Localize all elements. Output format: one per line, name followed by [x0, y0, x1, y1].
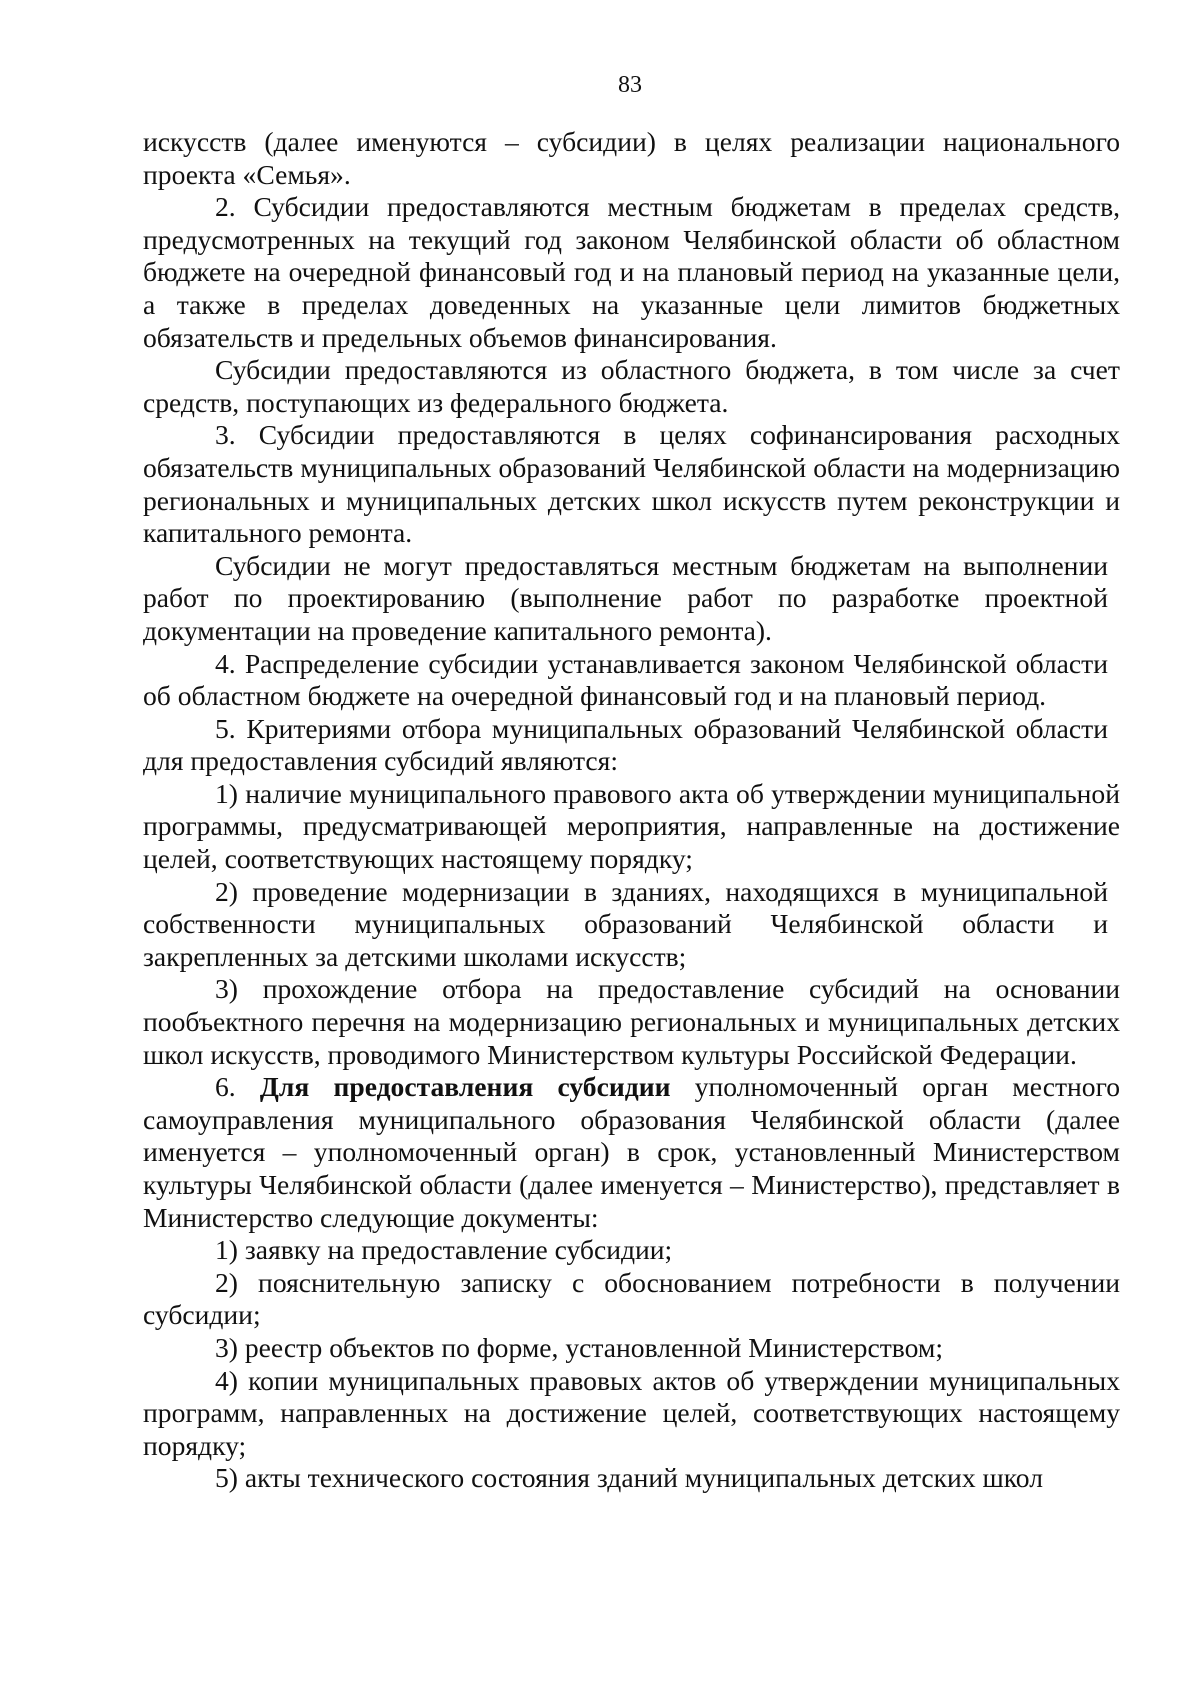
item-6-text: уполномоченный орган местного самоуправления муниципального образования Челябинской области (далее именуется – уполномоченный орган) в срок, установленный Министерством культуры Челябинской области (далее именуется – Министерство), представляет в Министерство следующие документы: — [143, 1071, 1120, 1233]
document-3: 3) реестр объектов по форме, установленной Министерством; — [215, 1331, 944, 1363]
item-6-number: 6. — [215, 1071, 260, 1103]
document-2: 2) пояснительную записку с обоснованием потребности в получении субсидии; — [143, 1266, 1120, 1331]
paragraph-continuation: искусств (далее именуются – субсидии) в целях реализации национального проекта «Семья». — [143, 126, 1120, 190]
item-6-bold-phrase: Для предоставления субсидии — [259, 1071, 671, 1103]
paragraph-item-3: 3. Субсидии предоставляются в целях софинансирования расходных обязательств муниципальных образований Челябинской области на модернизацию региональных и муниципальных детских школ искусств путем реконструкции и капитального ремонта. — [143, 419, 1120, 549]
criterion-2: 2) проведение модернизации в зданиях, находящихся в муниципальной собственности муниципальных образований Челябинской области и закрепленных за детскими школами искусств; — [143, 875, 1108, 972]
paragraph-item-5: 5. Критериями отбора муниципальных образований Челябинской области для предоставления субсидий являются: — [143, 712, 1108, 777]
document-body — [143, 126, 1120, 1495]
paragraph-restriction: Субсидии не могут предоставляться местным бюджетам на выполнении работ по проектированию (выполнение работ по разработке проектной документации на проведение капитального ремонта). — [143, 549, 1108, 646]
document-5: 5) акты технического состояния зданий муниципальных детских школ — [215, 1462, 1043, 1494]
paragraph-item-2: 2. Субсидии предоставляются местным бюджетам в пределах средств, предусмотренных на текущий год законом Челябинской области об областном бюджете на очередной финансовый год и на плановый период на указанные цели, а также в пределах доведенных на указанные цели лимитов бюджетных обязательств и предельных объемов финансирования. — [143, 191, 1120, 353]
paragraph-item-6 — [143, 1071, 1120, 1234]
criterion-1: 1) наличие муниципального правового акта об утверждении муниципальной программы, предусматривающей мероприятия, направленные на достижение целей, соответствующих настоящему порядку; — [143, 777, 1120, 875]
page-number: 83 — [618, 72, 642, 98]
paragraph-funding-source: Субсидии предоставляются из областного бюджета, в том числе за счет средств, поступающих из федерального бюджета. — [143, 354, 1120, 418]
document-1: 1) заявку на предоставление субсидии; — [215, 1234, 673, 1266]
criterion-3: 3) прохождение отбора на предоставление субсидий на основании пообъектного перечня на модернизацию региональных и муниципальных детских школ искусств, проводимого Министерством культуры Российской Федерации. — [143, 973, 1120, 1070]
document-4: 4) копии муниципальных правовых актов об утверждении муниципальных программ, направленных на достижение целей, соответствующих настоящему порядку; — [143, 1364, 1120, 1461]
paragraph-item-4: 4. Распределение субсидии устанавливается законом Челябинской области об областном бюджете на очередной финансовый год и на плановый период. — [143, 647, 1108, 712]
